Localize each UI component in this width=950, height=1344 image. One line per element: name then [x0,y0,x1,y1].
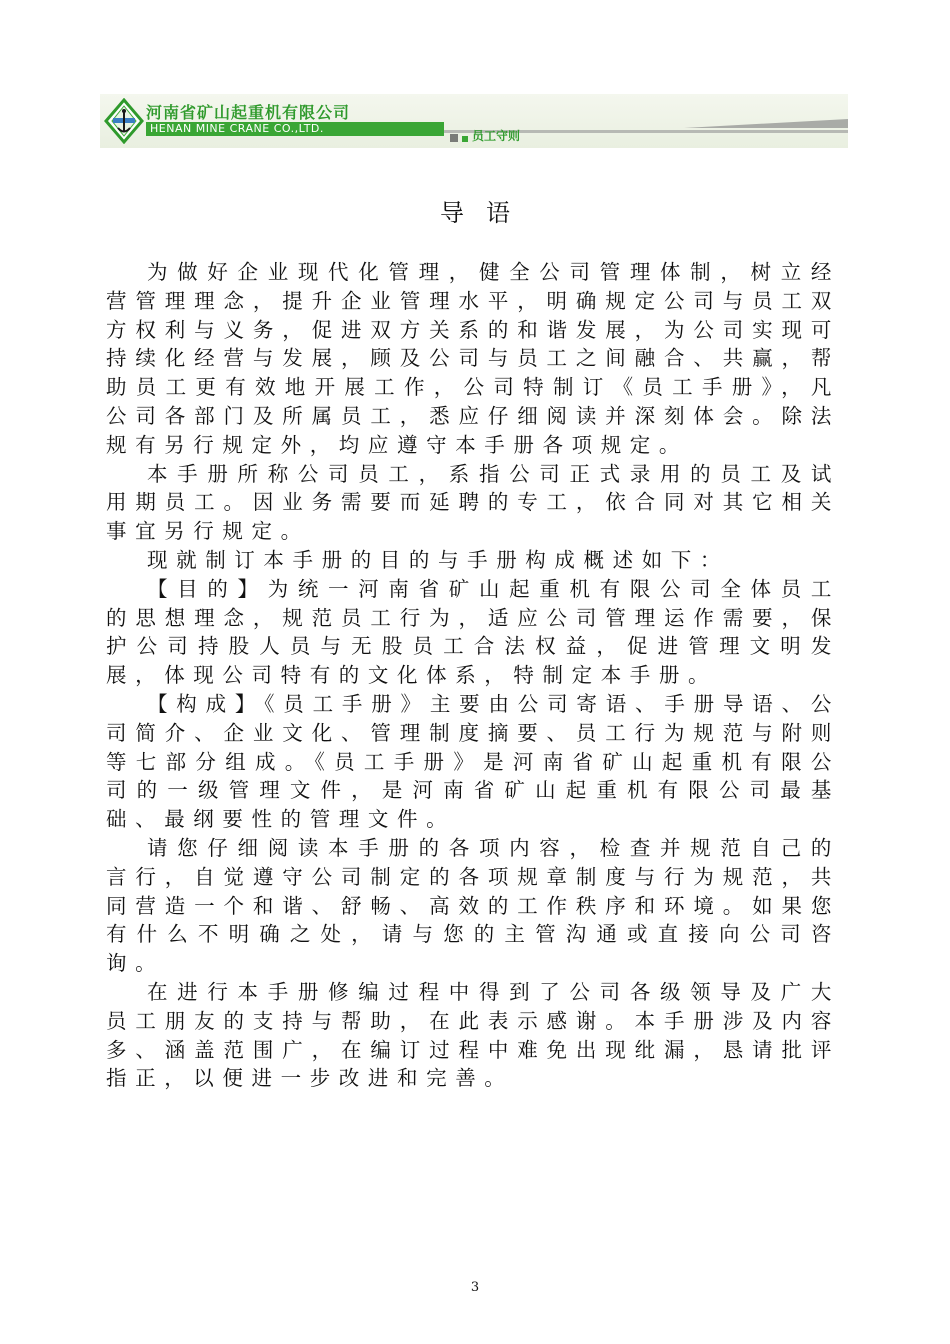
company-logo-icon [104,98,144,144]
page-title: 导语 [440,199,532,227]
paragraph: 【构成】《员工手册》主要由公司寄语、手册导语、公司简介、企业文化、管理制度摘要、员工行为规范与附则等七部分组成。《员工手册》是河南省矿山起重机有限公司的一级管理文件，是河南省矿山起重机有限公司最基础、最纲要性的管理文件。 [106,691,840,832]
document-body [106,258,840,1093]
paragraph: 现就制订本手册的目的与手册构成概述如下： [147,547,729,572]
page-header [100,94,848,148]
page-number: 3 [470,1280,480,1295]
paragraph: 请您仔细阅读本手册的各项内容，检查并规范自己的言行，自觉遵守公司制定的各项规章制度与行为规范，共同营造一个和谐、舒畅、高效的工作秩序和环境。如果您有什么不明确之处，请与您的主管沟通或直接向公司咨询。 [106,835,840,976]
paragraph: 为做好企业现代化管理，健全公司管理体制，树立经营管理理念，提升企业管理水平，明确规定公司与员工双方权利与义务，促进双方关系的和谐发展，为公司实现可持续化经营与发展，顾及公司与员工之间融合、共赢，帮助员工更有效地开展工作，公司特制订《员工手册》，凡公司各部门及所属员工，悉应仔细阅读并深刻体会。除法规有另行规定外，均应遵守本手册各项规定。 [106,260,840,457]
bullet-square-green [462,136,468,142]
bullet-square-gray [450,134,458,142]
paragraph: 本手册所称公司员工，系指公司正式录用的员工及试用期员工。因业务需要而延聘的专工，依合同对其它相关事宜另行规定。 [106,461,840,544]
section-label: 员工守则 [472,129,521,143]
paragraph: 【目的】为统一河南省矿山起重机有限公司全体员工的思想理念，规范员工行为，适应公司管理运作需要，保护公司持股人员与无股员工合法权益，促进管理文明发展，体现公司特有的文化体系，特制定本手册。 [106,576,840,688]
header-decor-wedge [648,119,848,128]
company-name-en: HENAN MINE CRANE CO.,LTD. [150,122,324,135]
company-name-cn: 河南省矿山起重机有限公司 [146,103,351,122]
paragraph: 在进行本手册修编过程中得到了公司各级领导及广大员工朋友的支持与帮助，在此表示感谢。本手册涉及内容多、涵盖范围广，在编订过程中难免出现纰漏，恳请批评指正，以便进一步改进和完善。 [106,979,840,1091]
